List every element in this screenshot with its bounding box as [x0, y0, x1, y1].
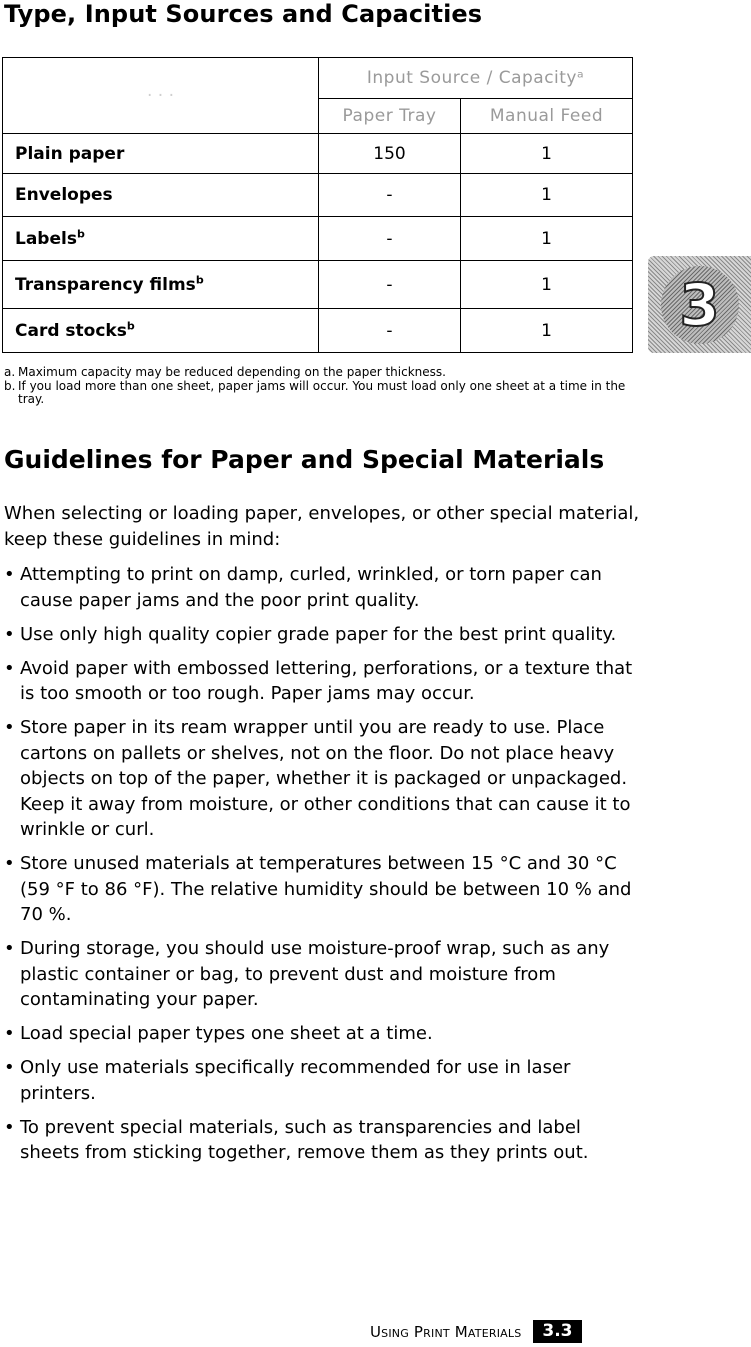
capacity-table	[2, 57, 633, 353]
bullet-icon: •	[4, 623, 15, 645]
list-item	[4, 1055, 644, 1106]
list-item-text: Use only high quality copier grade paper for the best print quality.	[20, 623, 617, 645]
row-paper-tray-value: -	[319, 309, 461, 353]
list-item	[4, 1021, 644, 1047]
list-item-text: Store unused materials at temperatures between 15 °C and 30 °C (59 °F to 86 °F). The relative humidity should be between 10 % and 70 %.	[20, 853, 632, 925]
footer-chapter-title: Using Print Materials	[370, 1322, 522, 1341]
bullet-icon: •	[4, 1116, 15, 1138]
row-paper-tray-value: -	[319, 217, 461, 261]
row-manual-feed-value: 1	[461, 309, 633, 353]
list-item-text: Attempting to print on damp, curled, wrinkled, or torn paper can cause paper jams and the poor print quality.	[20, 564, 602, 611]
chapter-number: 3	[679, 270, 720, 339]
table-header-input-source: Input Source / Capacityᵃ	[319, 58, 633, 99]
section-title-type-input-sources: Type, Input Sources and Capacities	[4, 0, 483, 28]
footnote-mark: a.	[4, 365, 16, 379]
page-number-badge: 3.3	[533, 1320, 581, 1343]
row-type: Envelopes	[3, 174, 319, 217]
page-footer	[370, 1320, 582, 1343]
list-item-text: Only use materials specifically recommended for use in laser printers.	[20, 1057, 571, 1104]
row-manual-feed-value: 1	[461, 134, 633, 174]
table-row	[3, 134, 633, 174]
bullet-icon: •	[4, 853, 15, 874]
table-header-manual-feed: Manual Feed	[461, 99, 633, 134]
row-paper-tray-value: -	[319, 174, 461, 217]
bullet-icon: •	[4, 717, 15, 738]
list-item	[4, 1115, 644, 1166]
table-row	[3, 261, 633, 309]
footnote-text: If you load more than one sheet, paper jams will occur. You must load only one sheet at a time in the tray.	[18, 378, 626, 406]
list-item	[4, 562, 644, 613]
guidelines-intro: When selecting or loading paper, envelopes, or other special material, keep these guidelines in mind:	[4, 503, 640, 550]
table-header-type: · · ·	[3, 58, 319, 134]
guidelines-list	[4, 562, 644, 1174]
bullet-icon: •	[4, 938, 15, 959]
table-header-paper-tray: Paper Tray	[319, 99, 461, 134]
table-row	[3, 309, 633, 353]
row-manual-feed-value: 1	[461, 261, 633, 309]
row-type: Card stocks$^b$	[3, 309, 319, 353]
section-title-guidelines: Guidelines for Paper and Special Materials	[4, 445, 605, 474]
footnote-mark: b.	[4, 378, 16, 393]
row-manual-feed-value: 1	[461, 217, 633, 261]
row-paper-tray-value: -	[319, 261, 461, 309]
footnote-text: Maximum capacity may be reduced depending on the paper thickness.	[18, 365, 446, 379]
bullet-icon: •	[4, 1057, 15, 1078]
bullet-icon: •	[4, 1023, 15, 1044]
list-item	[4, 715, 644, 843]
table-row	[3, 174, 633, 217]
list-item-text: Load special paper types one sheet at a time.	[20, 1023, 433, 1044]
row-type: Plain paper	[3, 134, 319, 174]
footnote	[4, 366, 644, 380]
list-item	[4, 936, 644, 1013]
list-item	[4, 656, 644, 707]
row-type: Transparency films$^b$	[3, 261, 319, 309]
row-manual-feed-value: 1	[461, 174, 633, 217]
list-item-text: During storage, you should use moisture-proof wrap, such as any plastic container or bag, to prevent dust and moisture from contaminating your paper.	[20, 938, 610, 1010]
list-item-text: Store paper in its ream wrapper until you are ready to use. Place cartons on pallets or shelves, not on the floor. Do not place heavy objects on top of the paper, whether it is packaged or unpackaged. Keep it away from moisture, or other conditions that can cause it to wrinkle or curl.	[20, 717, 631, 840]
list-item-text: To prevent special materials, such as transparencies and label sheets from sticking together, remove them as they prints out.	[20, 1116, 589, 1163]
row-type: Labels$^b$	[3, 217, 319, 261]
list-item	[4, 851, 644, 928]
bullet-icon: •	[4, 657, 15, 679]
list-item	[4, 622, 644, 648]
row-paper-tray-value: 150	[319, 134, 461, 174]
bullet-icon: •	[4, 564, 15, 585]
footnote	[4, 380, 644, 407]
chapter-circle-icon	[661, 266, 739, 344]
list-item-text: Avoid paper with embossed lettering, perforations, or a texture that is too smooth or too rough. Paper jams may occur.	[20, 657, 633, 704]
chapter-tab	[648, 256, 751, 353]
table-footnotes	[4, 366, 644, 407]
table-row	[3, 217, 633, 261]
